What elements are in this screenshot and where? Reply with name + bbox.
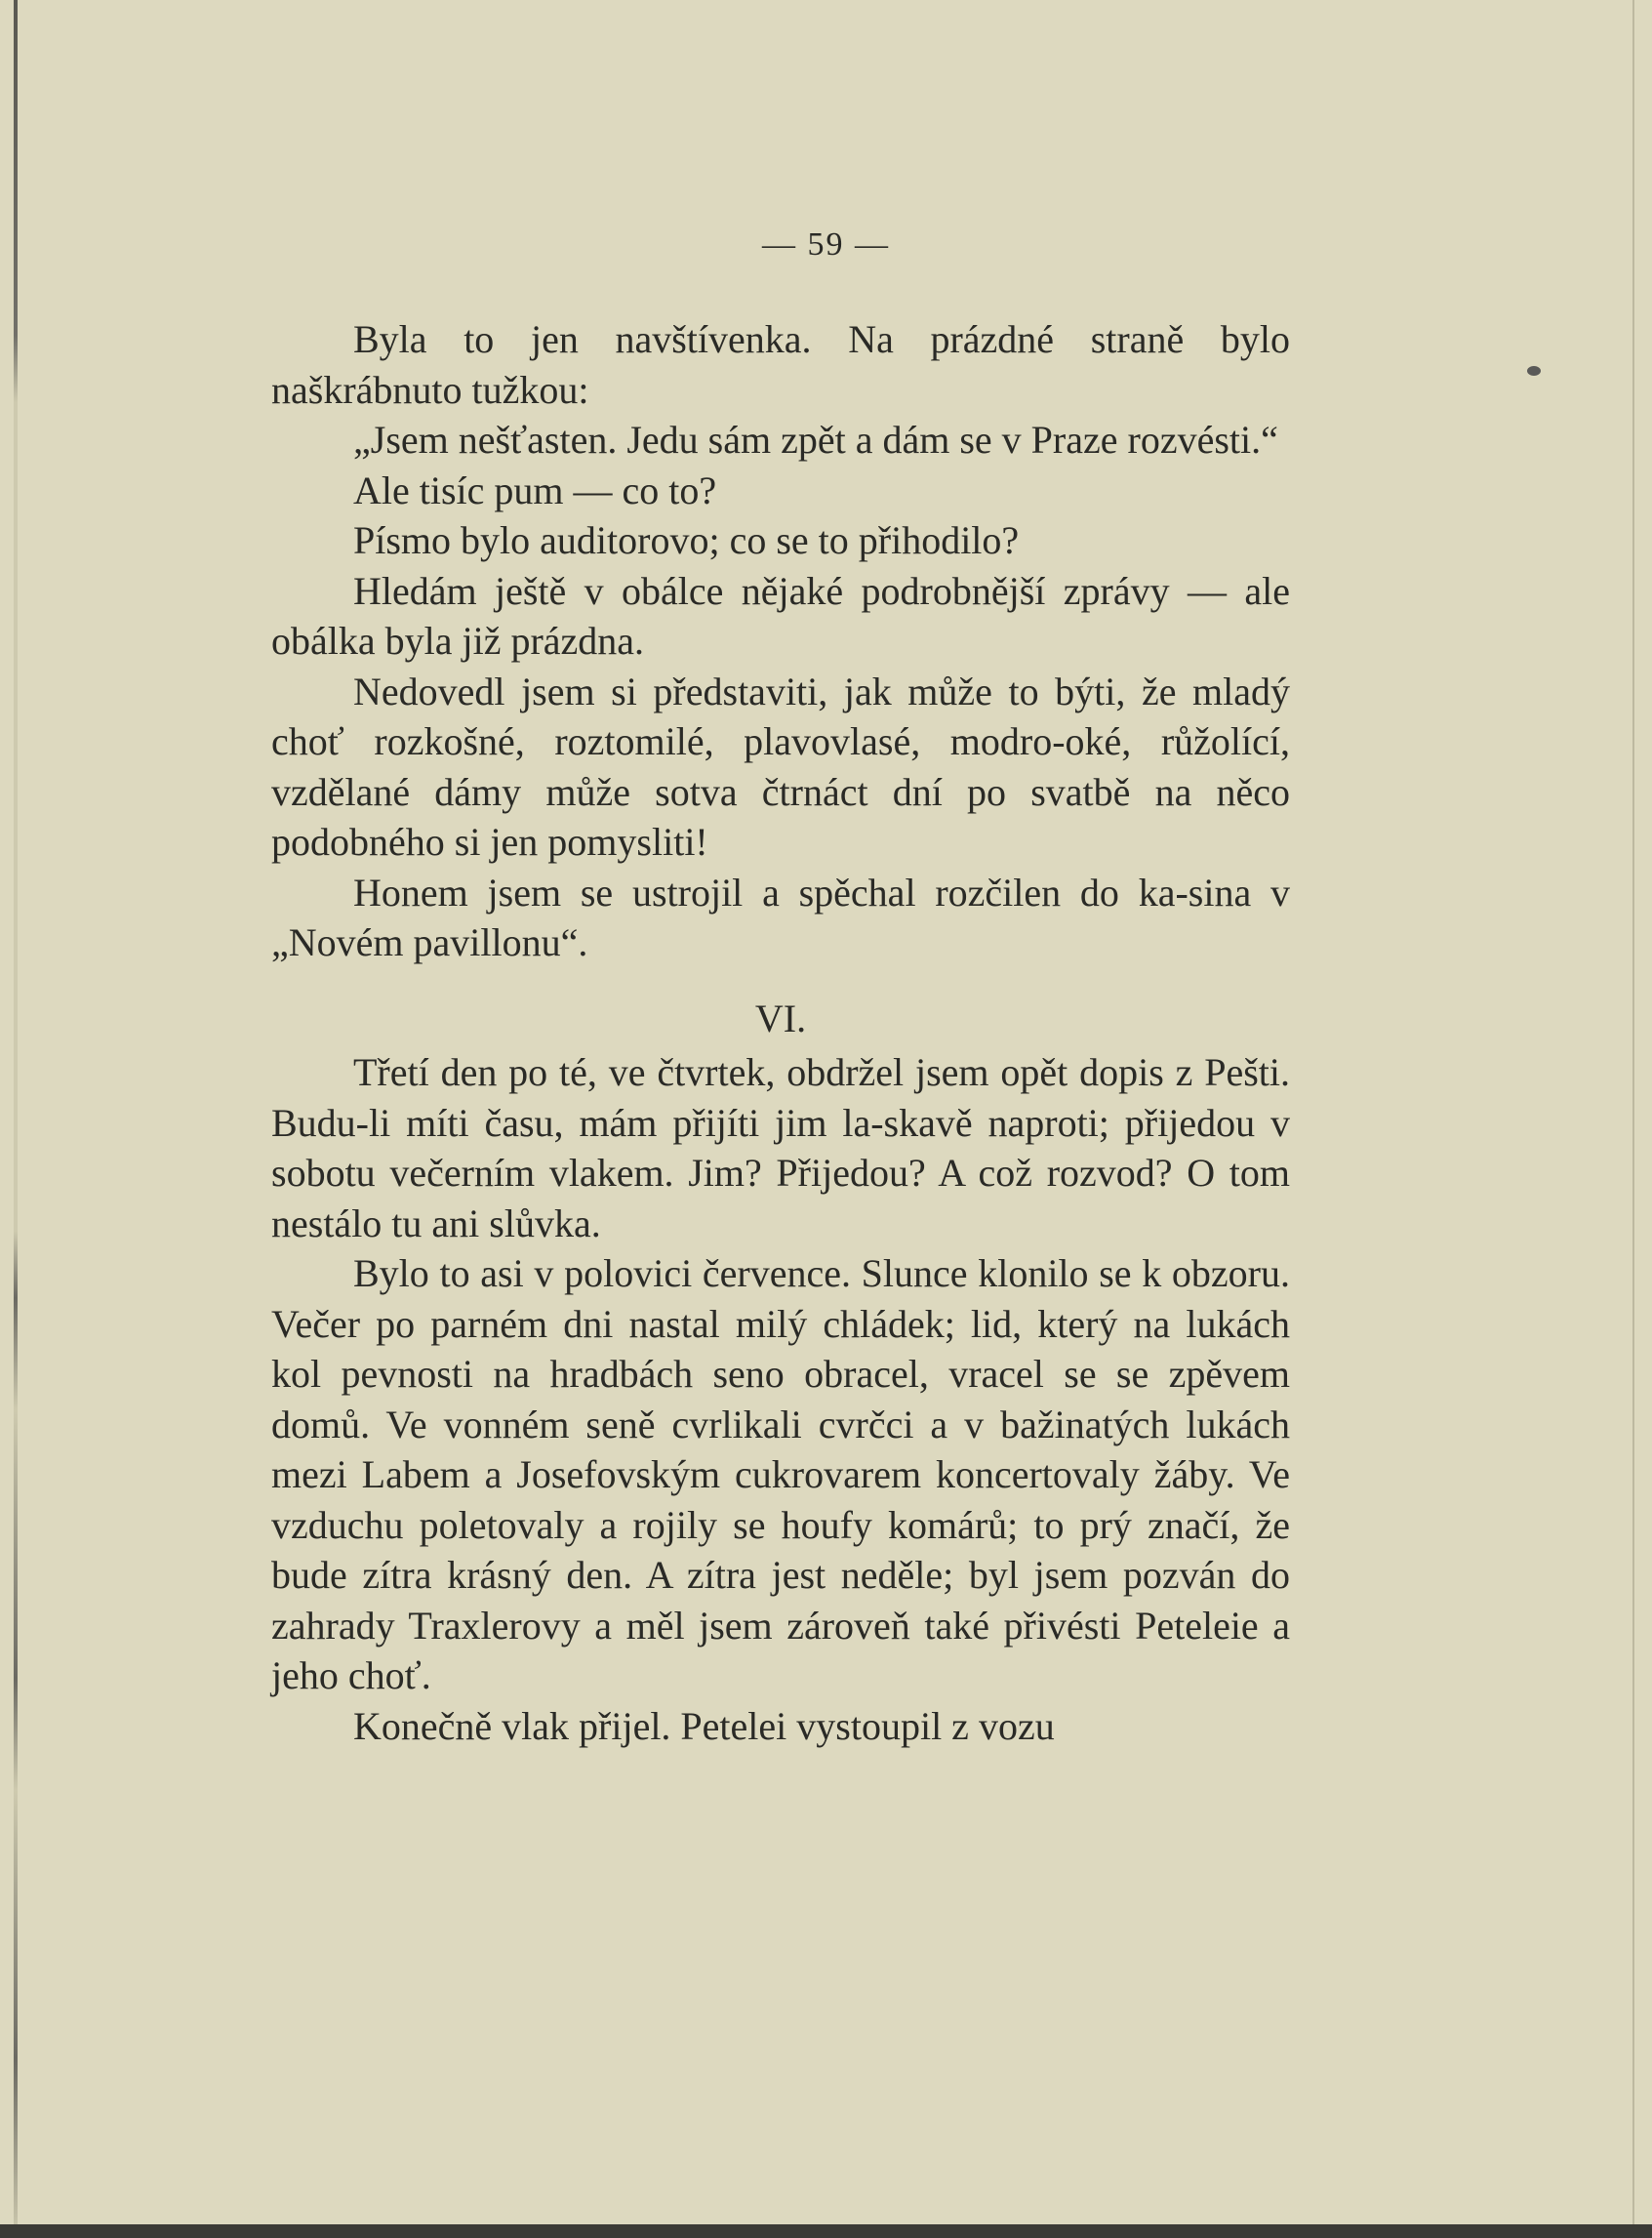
- page-right-edge: [1632, 0, 1634, 2238]
- paragraph: „Jsem nešťasten. Jedu sám zpět a dám se v Praze rozvésti.“: [353, 418, 1278, 462]
- paragraph: Třetí den po té, ve čtvrtek, obdržel jsem opět dopis z Pešti. Budu-li míti času, mám přijíti jim la-skavě naproti; přijedou v sobotu večerním vlakem. Jim? Přijedou? A což rozvod? O tom nestálo tu ani slůvka.: [271, 1050, 1290, 1245]
- page-number: — 59 —: [762, 226, 890, 263]
- chapter-heading: VI.: [754, 996, 807, 1040]
- paragraph: Hledám ještě v obálce nějaké podrobnější zprávy — ale obálka byla již prázdna.: [271, 568, 1290, 663]
- paragraph: Nedovedl jsem si představiti, jak může to býti, že mladý choť rozkošné, roztomilé, plavovlasé, modro-oké, růžolící, vzdělané dámy může sotva čtrnáct dní po svatbě na něco podobného si jen pomysliti!: [271, 669, 1290, 864]
- page-bottom-shadow: [0, 2224, 1652, 2238]
- paragraph: Byla to jen navštívenka. Na prázdné straně bylo naškrábnuto tužkou:: [271, 317, 1290, 412]
- body-text: [271, 314, 1290, 1751]
- page-binding-edge: [14, 0, 18, 2238]
- paragraph: Honem jsem se ustrojil a spěchal rozčilen do ka-sina v „Novém pavillonu“.: [271, 870, 1290, 964]
- paragraph: Bylo to asi v polovici července. Slunce klonilo se k obzoru. Večer po parném dni nastal milý chládek; lid, který na lukách kol pevnosti na hradbách seno obracel, vracel se se zpěvem domů. Ve vonném seně cvrlikali cvrčci a v bažinatých lukách mezi Labem a Josefovským cukrovarem koncertovaly žáby. Ve vzduchu poletovaly a rojily se houfy komárů; to prý značí, že bude zítra krásný den. A zítra jest neděle; byl jsem pozván do zahrady Traxlerovy a měl jsem zároveň také přivésti Peteleie a jeho choť.: [271, 1251, 1290, 1697]
- paragraph: Ale tisíc pum — co to?: [353, 468, 717, 512]
- ink-speck: [1527, 366, 1541, 376]
- paragraph: Písmo bylo auditorovo; co se to přihodilo?: [353, 518, 1020, 562]
- paragraph: Konečně vlak přijel. Petelei vystoupil z vozu: [353, 1703, 1055, 1748]
